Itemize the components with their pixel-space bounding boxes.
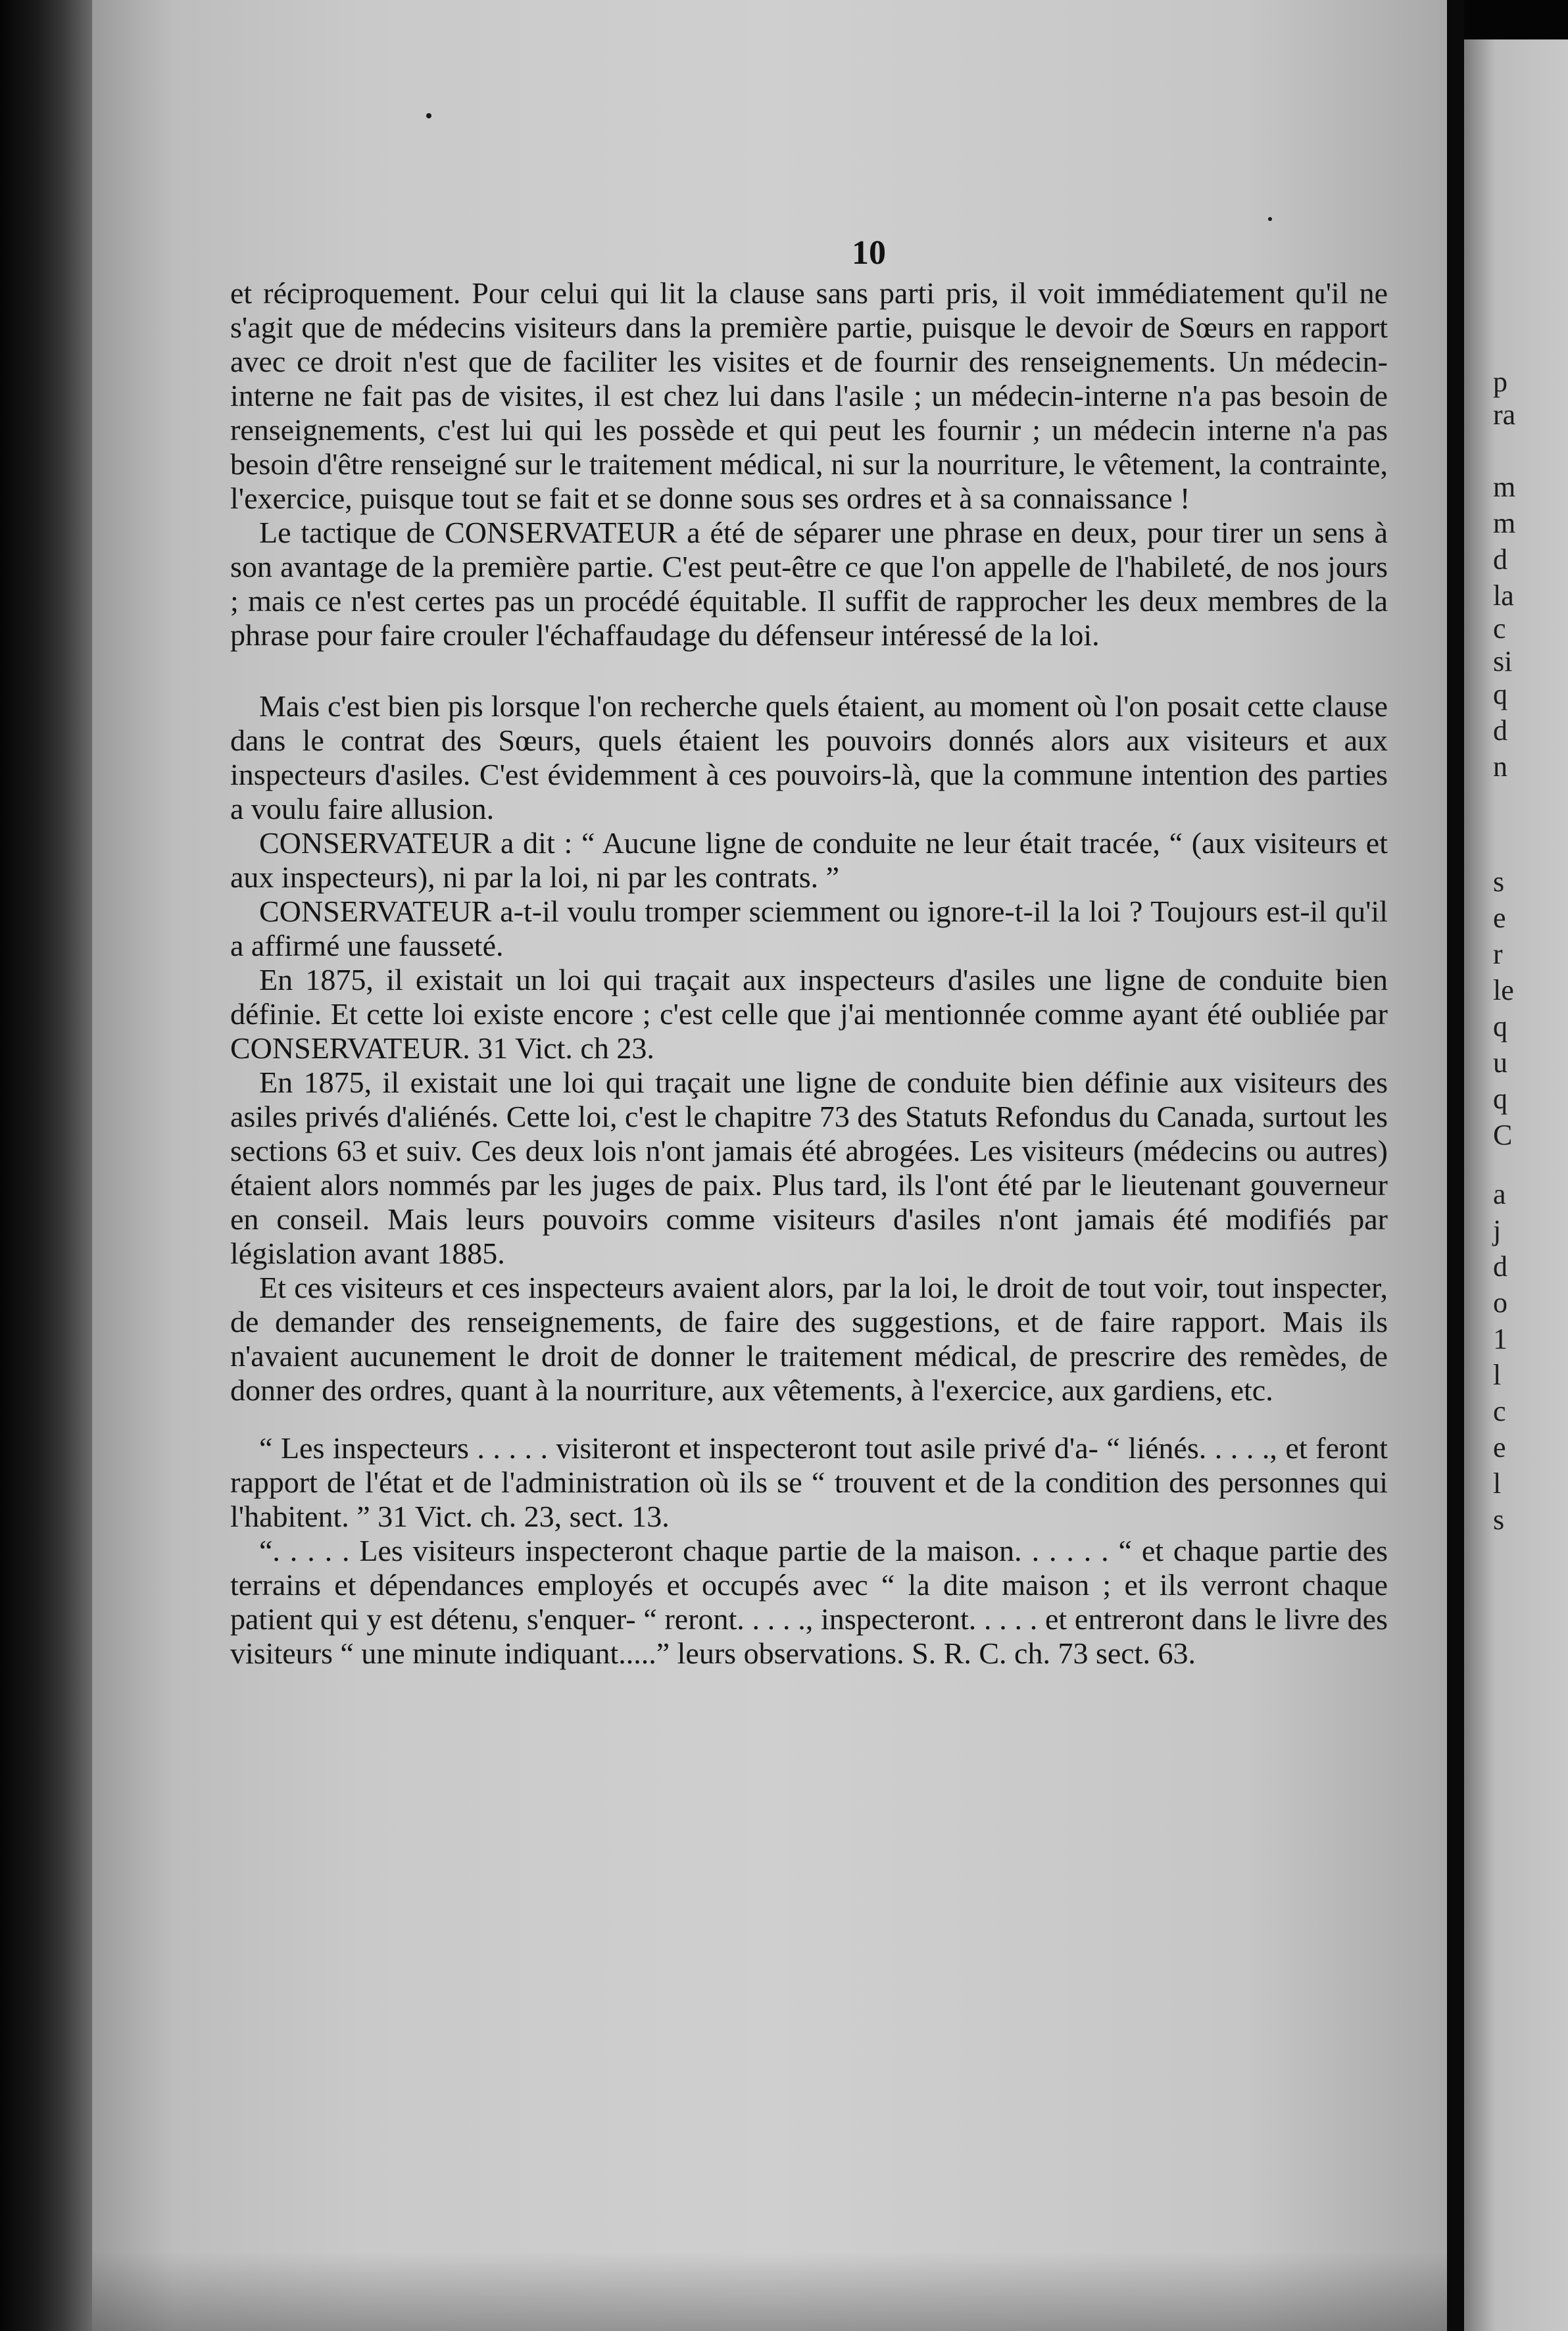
adjacent-text-fragment: C bbox=[1493, 1119, 1513, 1151]
adjacent-text-fragment: q bbox=[1493, 1010, 1507, 1043]
adjacent-text-fragment: s bbox=[1493, 1504, 1505, 1536]
adjacent-text-fragment: c bbox=[1493, 612, 1506, 645]
paragraph-1: et réciproquement. Pour celui qui lit la clause sans parti pris, il voit immédiatement qu'il ne s'agit que de médecins visiteurs dans la première partie, puisque le devoir de Sœurs en rapport avec ce droit n'est que de faciliter les visites et de fournir des renseignements. Un médecin-interne ne fait pas de visites, il est chez lui dans l'asile ; un médecin-interne n'a pas besoin de renseignements, c'est lui qui les possède et qui peut les fournir ; un médecin interne n'a pas besoin d'être renseigné sur le traitement médical, ni sur la nourriture, le vêtement, la contrainte, l'exercice, puisque tout se fait et se donne sous ses ordres et à sa connaissance ! bbox=[230, 276, 1388, 515]
adjacent-text-fragment: e bbox=[1493, 1431, 1506, 1463]
adjacent-text-fragment: l bbox=[1493, 1467, 1502, 1500]
page-number: 10 bbox=[852, 234, 886, 272]
paragraph-2: Le tactique de CONSERVATEUR a été de séparer une phrase en deux, pour tirer un sens à son avantage de la première partie. C'est peut-être ce que l'on appelle de l'habileté, de nos jours ; mais ce n'est certes pas un procédé équitable. Il suffit de rapprocher les deux membres de la phrase pour faire crouler l'échaffaudage du défenseur intéressé de la loi. bbox=[230, 516, 1388, 652]
adjacent-text-fragment: o bbox=[1493, 1287, 1507, 1319]
ink-speck bbox=[1268, 217, 1272, 221]
adjacent-text-fragment: n bbox=[1493, 750, 1507, 783]
book-page bbox=[92, 0, 1447, 2331]
page-gutter bbox=[1447, 0, 1464, 2331]
adjacent-text-fragment: q bbox=[1493, 1083, 1507, 1115]
adjacent-text-fragment: 1 bbox=[1493, 1323, 1507, 1355]
adjacent-text-fragment: u bbox=[1493, 1046, 1507, 1079]
adjacent-text-fragment: l bbox=[1493, 1359, 1502, 1391]
adjacent-text-fragment: m bbox=[1493, 507, 1516, 539]
paragraph-8: Et ces visiteurs et ces inspecteurs avaient alors, par la loi, le droit de tout voir, tout inspecter, de demander des renseignements, de faire des suggestions, et de faire rapport. Mais ils n'avaient aucunement le droit de donner le traitement médical, de prescrire des remèdes, de donner des ordres, quant à la nourriture, aux vêtements, à l'exercice, aux gardiens, etc. bbox=[230, 1271, 1388, 1407]
adjacent-page-edge bbox=[1464, 39, 1568, 2331]
body-text bbox=[230, 276, 1388, 1671]
quote-2: “. . . . . Les visiteurs inspecteront chaque partie de la maison. . . . . . “ et chaque partie des terrains et dépendances employés et occupés avec “ la dite maison ; et ils verront chaque patient qui y est détenu, s'enquer- “ reront. . . . ., inspecteront. . . . . et entreront dans le livre des visiteurs “ une minute indiquant.....” leurs observations. S. R. C. ch. 73 sect. 63. bbox=[230, 1534, 1388, 1670]
scan-border-left bbox=[0, 0, 92, 2331]
ink-speck bbox=[426, 113, 431, 118]
paragraph-3: Mais c'est bien pis lorsque l'on recherche quels étaient, au moment où l'on posait cette clause dans le contrat des Sœurs, quels étaient les pouvoirs donnés alors aux visiteurs et aux inspecteurs d'asiles. C'est évidemment à ces pouvoirs-là, que la commune intention des parties a voulu faire allusion. bbox=[230, 689, 1388, 825]
paragraph-4: CONSERVATEUR a dit : “ Aucune ligne de conduite ne leur était tracée, “ (aux visiteurs et aux inspecteurs), ni par la loi, ni par les contrats. ” bbox=[230, 826, 1388, 894]
adjacent-text-fragment: s bbox=[1493, 866, 1505, 898]
adjacent-text-fragment: q bbox=[1493, 678, 1507, 710]
adjacent-text-fragment: d bbox=[1493, 543, 1507, 576]
adjacent-text-fragment: le bbox=[1493, 974, 1514, 1006]
paragraph-6: En 1875, il existait un loi qui traçait aux inspecteurs d'asiles une ligne de conduite bien définie. Et cette loi existe encore ; c'est celle que j'ai mentionnée comme ayant été oubliée par CONSERVATEUR. 31 Vict. ch 23. bbox=[230, 963, 1388, 1065]
adjacent-text-fragment: c bbox=[1493, 1395, 1506, 1427]
adjacent-text-fragment: d bbox=[1493, 714, 1507, 747]
adjacent-text-fragment: a bbox=[1493, 1178, 1506, 1210]
adjacent-text-fragment: ra bbox=[1493, 399, 1516, 431]
quote-1: “ Les inspecteurs . . . . . visiteront et inspecteront tout asile privé d'a- “ liénés. . . . ., et feront rapport de l'état et de l'administration où ils se “ trouvent et de la condition des personnes qui l'habitent. ” 31 Vict. ch. 23, sect. 13. bbox=[230, 1431, 1388, 1533]
adjacent-text-fragment: j bbox=[1493, 1214, 1502, 1246]
adjacent-text-fragment: m bbox=[1493, 471, 1516, 503]
adjacent-text-fragment: r bbox=[1493, 938, 1503, 970]
adjacent-text-fragment: p bbox=[1493, 366, 1507, 398]
adjacent-text-fragment: la bbox=[1493, 579, 1514, 612]
adjacent-text-fragment: e bbox=[1493, 902, 1506, 934]
adjacent-text-fragment: si bbox=[1493, 645, 1513, 677]
adjacent-text-fragment: d bbox=[1493, 1250, 1507, 1283]
paragraph-7: En 1875, il existait une loi qui traçait une ligne de conduite bien définie aux visiteurs des asiles privés d'aliénés. Cette loi, c'est le chapitre 73 des Statuts Refondus du Canada, surtout les sections 63 et suiv. Ces deux lois n'ont jamais été abrogées. Les visiteurs (médecins ou autres) étaient alors nommés par les juges de paix. Plus tard, ils l'ont été par le lieutenant gouverneur en conseil. Mais leurs pouvoirs comme visiteurs d'asiles n'ont jamais été modifiés par législation avant 1885. bbox=[230, 1066, 1388, 1270]
page-shadow bbox=[92, 2252, 1447, 2331]
paragraph-5: CONSERVATEUR a-t-il voulu tromper sciemment ou ignore-t-il la loi ? Toujours est-il qu'il a affirmé une fausseté. bbox=[230, 895, 1388, 962]
